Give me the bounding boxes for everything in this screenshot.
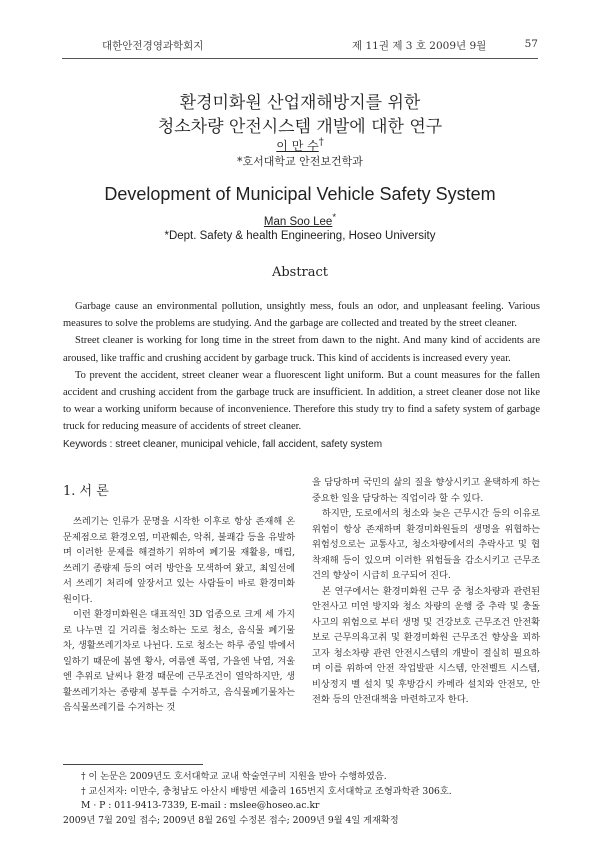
intro-paragraph-2-continued: 을 담당하며 국민의 삶의 질을 향상시키고 윤택하게 하는 중요한 일을 담당하는 직업이라 할 수 있다. — [312, 477, 540, 504]
footnotes — [63, 770, 543, 828]
abstract-paragraph-3: To prevent the accident, street cleaner wear a fluorescent light uniform. But a count measures for the fallen accident and crushing accident from the garbage truck are insufficient. In addition, a street cleaner dose not like to wear a working uniform because of inconvenience. Therefore this study try to find a safety system of garbage truck for reducing measure of accidents of street cleaner. — [63, 369, 540, 433]
abstract-paragraph-1: Garbage cause an environmental pollution, unsightly mess, fouls an odor, and unpleasant feeling. Various measures to solve the problems are studying. And the garbage are collected and treated by the street cleaner. — [63, 301, 540, 330]
running-header — [62, 38, 538, 56]
journal-name: 대한안전경영과학회지 — [102, 40, 204, 52]
section-title-introduction: 1. 서 론 — [63, 484, 109, 499]
korean-author-name: 이 만 수 — [276, 139, 319, 153]
abstract-heading: Abstract — [271, 265, 329, 280]
intro-paragraph-2: 이런 환경미화원은 대표적인 3D 업종으로 크게 세 가지로 나누면 길 거리를 청소하는 도로 청소, 음식물 폐기물차, 생활쓰레기차로 나뉜다. 도로 청소는 하루 종일 밖에서 일하기 때문에 봄엔 황사, 여름엔 폭염, 가을엔 낙엽, 겨울엔 추위로 날씨나 환경 때문에 근무조건이 열악하지만, 생활쓰레기차는 종량제 봉투를 수거하고, 음식물폐기물차는 음식물쓰레기를 수거하는 것 — [63, 609, 295, 713]
english-author — [0, 212, 600, 228]
english-author-name: Man Soo Lee — [263, 215, 333, 228]
left-column — [63, 514, 295, 716]
page-number: 57 — [524, 38, 538, 50]
footnote-dates: 2009년 7월 20일 접수; 2009년 8월 26일 수정본 접수; 2009년 9월 4일 게재확정 — [63, 814, 399, 826]
english-title: Development of Municipal Vehicle Safety System — [104, 184, 496, 204]
english-affiliation: *Dept. Safety & health Engineering, Hoseo University — [164, 230, 436, 242]
right-column — [312, 475, 540, 708]
intro-paragraph-4: 본 연구에서는 환경미화원 근무 중 청소차량과 관련된 안전사고 미연 방지와 청소 차량의 운행 중 추락 및 충돌사고의 위험으로 부터 생명 및 건강보호 근무조건 안전확보로 근무의욕고취 및 환경미화원 근무조건 향상을 꾀하고자 청소차량 관련 안전시스템의 개발이 절실히 필요하며 이를 위하여 안전 작업발판 시스템, 안전벨트 시스템, 비상정지 벨 설치 및 후방감시 카메라 설치와 안전모, 안전화 등의 안전대책을 마련하고자 한다. — [312, 585, 540, 705]
header-rule — [62, 58, 538, 59]
footnote-separator — [63, 764, 203, 765]
footnote-corresponding-author: † 교신저자: 이만수, 충청남도 아산시 배방면 세출리 165번지 호서대학교 조형과학관 306호. — [81, 785, 452, 797]
intro-paragraph-1: 쓰레기는 인류가 문명을 시작한 이후로 항상 존재해 온 문제점으로 환경오염, 미관훼손, 악취, 불쾌감 등을 유발하며 이러한 문제를 해결하기 위하여 폐기물 재활용, 매립, 쓰레기 종량제 등의 여러 방안을 모색하여 왔고, 최일선에서 쓰레기 처리에 앞장서고 있는 사람들이 바로 환경미화원이다. — [63, 516, 295, 605]
korean-affiliation: *호서대학교 안전보건학과 — [237, 155, 363, 168]
keywords: Keywords : street cleaner, municipal vehicle, fall accident, safety system — [63, 438, 383, 450]
korean-title-line1: 환경미화원 산업재해방지를 위한 — [179, 93, 421, 113]
english-author-mark: * — [332, 212, 337, 223]
abstract-body — [63, 298, 540, 453]
intro-paragraph-3: 하지만, 도로에서의 청소와 늦은 근무시간 등의 이유로 위험이 항상 존재하며 환경미화원들의 생명을 위협하는 위험성으로는 교통사고, 청소차량에서의 추락사고 및 협착재해 등이 있으며 이러한 위험들을 감소시키고 근무조건의 향상이 시급히 요구되어 진다. — [312, 508, 540, 581]
footnote-funding: † 이 논문은 2009년도 호서대학교 교내 학술연구비 지원을 받아 수행하였음. — [81, 771, 387, 782]
footnote-contact: M · P : 011-9413-7339, E-mail : mslee@hoseo.ac.kr — [81, 800, 320, 811]
korean-author-mark: † — [318, 137, 324, 148]
abstract-paragraph-2: Street cleaner is working for long time in the street from dawn to the night. And many kind of accidents are aroused, like traffic and crushing accident by garbage truck. This kind of accidents is increased every year. — [63, 335, 540, 364]
korean-author — [0, 137, 600, 154]
korean-title-line2: 청소차량 안전시스템 개발에 대한 연구 — [157, 117, 443, 137]
issue-info: 제 11권 제 3 호 2009년 9월 — [352, 40, 487, 52]
